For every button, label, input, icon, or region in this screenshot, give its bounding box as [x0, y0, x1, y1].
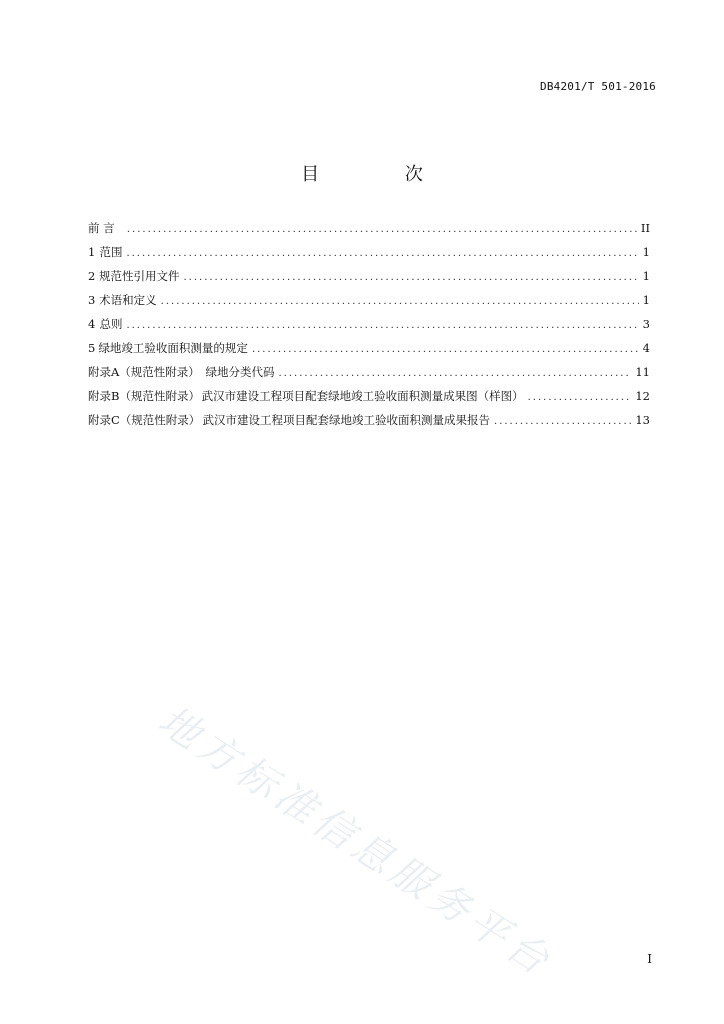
toc-page-number: II — [640, 221, 650, 235]
toc-page-number: 1 — [642, 245, 650, 259]
standard-code: DB4201/T 501-2016 — [540, 80, 656, 93]
toc-entry-scope[interactable] — [88, 244, 650, 268]
toc-entry-foreword[interactable] — [88, 220, 650, 244]
toc-page-number: 1 — [642, 293, 650, 307]
toc-entry-title: 范围 — [99, 245, 123, 259]
toc-leader — [126, 320, 638, 331]
toc-leader — [528, 392, 632, 403]
toc-entry-appendix-c[interactable] — [88, 412, 650, 436]
toc-entry-number: 附录C（规范性附录） — [88, 413, 201, 427]
toc-entry-title: 术语和定义 — [99, 293, 157, 307]
toc-entry-title: 规范性引用文件 — [98, 269, 180, 283]
toc-entry-number: 附录B（规范性附录） — [88, 389, 200, 403]
toc-leader — [183, 272, 638, 283]
toc-page-number: 1 — [642, 269, 650, 283]
toc-entry-appendix-b[interactable] — [88, 388, 650, 412]
toc-entry-title: 绿地竣工验收面积测量的规定 — [98, 341, 248, 355]
page-title: 目 次 — [301, 164, 463, 185]
toc-entry-title: 前 言 — [88, 221, 115, 235]
toc-entry-number: 1 — [88, 245, 96, 259]
toc-entry-normative-references[interactable] — [88, 268, 650, 292]
toc-entry-number: 附录A（规范性附录） — [88, 365, 200, 379]
toc-entry-title: 绿地分类代码 — [205, 365, 275, 379]
toc-leader — [252, 344, 639, 355]
toc-entry-appendix-a[interactable] — [88, 364, 650, 388]
toc-leader — [161, 296, 639, 307]
watermark: 地方标准信息服务平台 — [150, 697, 561, 987]
toc-entry-general[interactable] — [88, 316, 650, 340]
toc-page-number: 3 — [642, 317, 650, 331]
toc-page-number: 4 — [642, 341, 650, 355]
toc-page-number: 13 — [635, 413, 650, 427]
toc-leader — [127, 224, 637, 235]
toc-entry-title: 总则 — [99, 317, 123, 331]
table-of-contents — [88, 220, 650, 436]
toc-entry-title: 武汉市建设工程项目配套绿地竣工验收面积测量成果报告 — [202, 413, 491, 427]
toc-entry-number: 2 — [88, 269, 96, 283]
toc-entry-measurement-rules[interactable] — [88, 340, 650, 364]
toc-leader — [126, 248, 638, 259]
toc-page-number: 12 — [635, 389, 650, 403]
toc-entry-number: 3 — [88, 293, 96, 307]
toc-entry-terms-definitions[interactable] — [88, 292, 650, 316]
toc-entry-number: 5 — [88, 341, 96, 355]
toc-entry-title: 武汉市建设工程项目配套绿地竣工验收面积测量成果图（样图） — [201, 389, 524, 403]
page-number: I — [647, 952, 652, 966]
toc-leader — [278, 368, 631, 379]
toc-leader — [494, 416, 631, 427]
toc-page-number: 11 — [635, 365, 650, 379]
toc-entry-number: 4 — [88, 317, 96, 331]
